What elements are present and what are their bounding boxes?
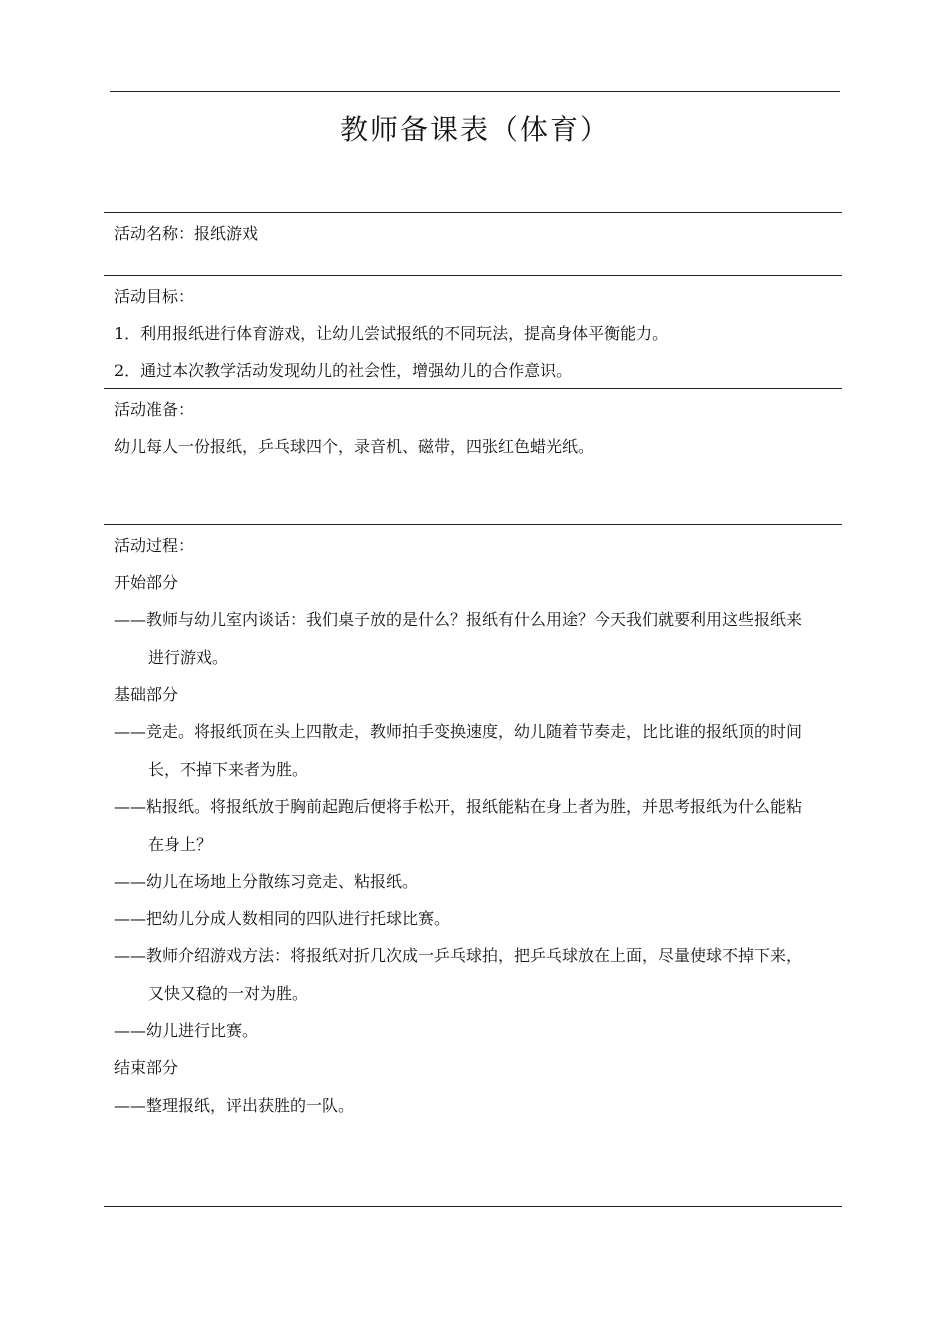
rule-above-activity-name [104, 212, 842, 213]
basic-item-2: ——粘报纸。将报纸放于胸前起跑后便将手松开，报纸能粘在身上者为胜，并思考报纸为什么能粘 [114, 797, 803, 816]
process-label: 活动过程： [114, 536, 195, 555]
basic-heading: 基础部分 [114, 685, 179, 704]
basic-item-1-cont: 长，不掉下来者为胜。 [148, 760, 309, 779]
basic-item-2-cont: 在身上？ [148, 835, 213, 854]
top-rule [110, 91, 840, 92]
basic-item-1: ——竞走。将报纸顶在头上四散走，教师拍手变换速度，幼儿随着节奏走，比比谁的报纸顶的时间 [114, 722, 803, 741]
basic-item-5: ——教师介绍游戏方法：将报纸对折几次成一乒乓球拍，把乒乓球放在上面，尽量使球不掉下来， [114, 946, 803, 965]
basic-item-6: ——幼儿进行比赛。 [114, 1021, 259, 1040]
start-item-1: ——教师与幼儿室内谈话：我们桌子放的是什么？报纸有什么用途？今天我们就要利用这些报纸来 [114, 610, 803, 629]
basic-item-3: ——幼儿在场地上分散练习竞走、粘报纸。 [114, 872, 419, 891]
goal-item-1: 1．利用报纸进行体育游戏，让幼儿尝试报纸的不同玩法，提高身体平衡能力。 [114, 324, 669, 343]
goals-label: 活动目标： [114, 287, 195, 306]
activity-name: 活动名称：报纸游戏 [114, 224, 259, 243]
preparation-text: 幼儿每人一份报纸，乒乓球四个，录音机、磁带，四张红色蜡光纸。 [114, 437, 595, 456]
bottom-rule [104, 1206, 842, 1207]
basic-item-5-cont: 又快又稳的一对为胜。 [148, 984, 309, 1003]
start-item-1-cont: 进行游戏。 [148, 648, 229, 667]
page-title: 教师备课表（体育） [339, 113, 610, 146]
preparation-label: 活动准备： [114, 400, 195, 419]
rule-above-goals [104, 275, 842, 276]
start-heading: 开始部分 [114, 573, 179, 592]
end-item-1: ——整理报纸，评出获胜的一队。 [114, 1096, 355, 1115]
goal-item-2: 2．通过本次教学活动发现幼儿的社会性，增强幼儿的合作意识。 [114, 361, 573, 380]
basic-item-4: ——把幼儿分成人数相同的四队进行托球比赛。 [114, 909, 451, 928]
end-heading: 结束部分 [114, 1058, 179, 1077]
rule-above-preparation [104, 388, 842, 389]
rule-above-process [104, 524, 842, 525]
